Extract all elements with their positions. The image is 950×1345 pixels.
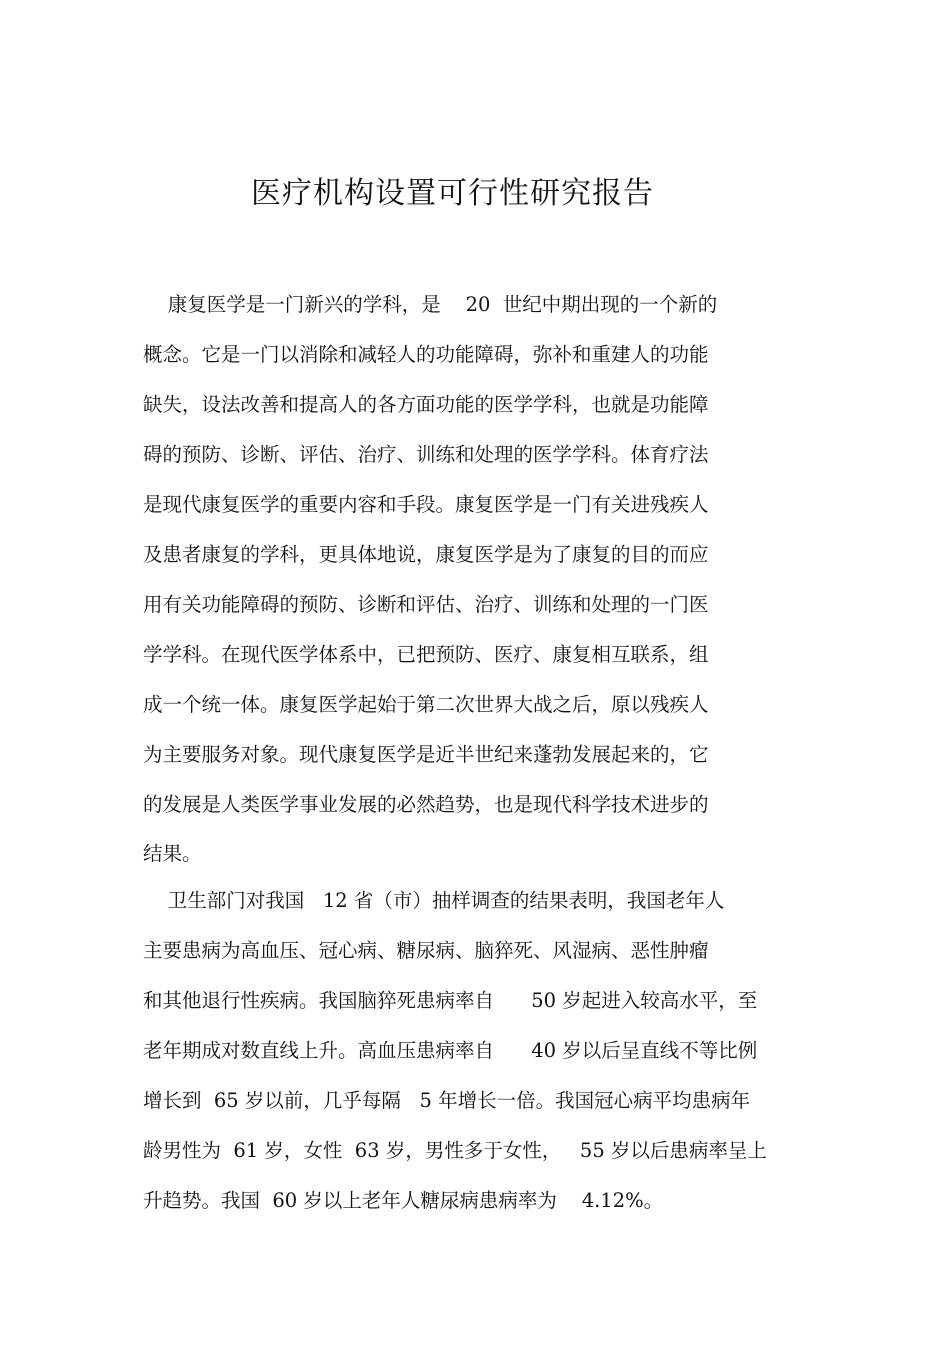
paragraph-1-line: 用有关功能障碍的预防、诊断和评估、治疗、训练和处理的一门医: [143, 593, 709, 616]
paragraph-1-line: 及患者康复的学科，更具体地说，康复医学是为了康复的目的而应: [143, 543, 709, 566]
paragraph-1-line: 成一个统一体。康复医学起始于第二次世界大战之后，原以残疾人: [143, 693, 709, 716]
document-title: 医疗机构设置可行性研究报告: [251, 176, 654, 211]
paragraph-1-line: 为主要服务对象。现代康复医学是近半世纪来蓬勃发展起来的，它: [143, 743, 709, 766]
paragraph-1-line: 结果。: [143, 842, 202, 865]
paragraph-1-line: 缺失，设法改善和提高人的各方面功能的医学学科，也就是功能障: [143, 393, 709, 416]
paragraph-2-line: 龄男性为 61 岁，女性 63 岁，男性多于女性， 55 岁以后患病率呈上: [143, 1139, 767, 1162]
paragraph-1-line: 是现代康复医学的重要内容和手段。康复医学是一门有关进残疾人: [143, 493, 709, 516]
paragraph-1-line: 的发展是人类医学事业发展的必然趋势，也是现代科学技术进步的: [143, 793, 709, 816]
paragraph-1-line: 康复医学是一门新兴的学科，是 20 世纪中期出现的一个新的: [143, 293, 718, 316]
paragraph-1-line: 概念。它是一门以消除和减轻人的功能障碍，弥补和重建人的功能: [143, 343, 709, 366]
paragraph-2-line: 和其他退行性疾病。我国脑猝死患病率自 50 岁起进入较高水平，至: [143, 989, 758, 1012]
paragraph-2-line: 卫生部门对我国 12 省（市）抽样调查的结果表明，我国老年人: [143, 889, 725, 912]
paragraph-1-line: 学学科。在现代医学体系中，已把预防、医疗、康复相互联系，组: [143, 643, 709, 666]
paragraph-1-line: 碍的预防、诊断、评估、治疗、训练和处理的医学学科。体育疗法: [143, 443, 709, 466]
paragraph-2-line: 主要患病为高血压、冠心病、糖尿病、脑猝死、风湿病、恶性肿瘤: [143, 939, 709, 962]
paragraph-2-line: 升趋势。我国 60 岁以上老年人糖尿病患病率为 4.12%。: [143, 1189, 664, 1212]
paragraph-2-line: 老年期成对数直线上升。高血压患病率自 40 岁以后呈直线不等比例: [143, 1039, 758, 1062]
paragraph-2-line: 增长到 65 岁以前，几乎每隔 5 年增长一倍。我国冠心病平均患病年: [143, 1089, 751, 1112]
